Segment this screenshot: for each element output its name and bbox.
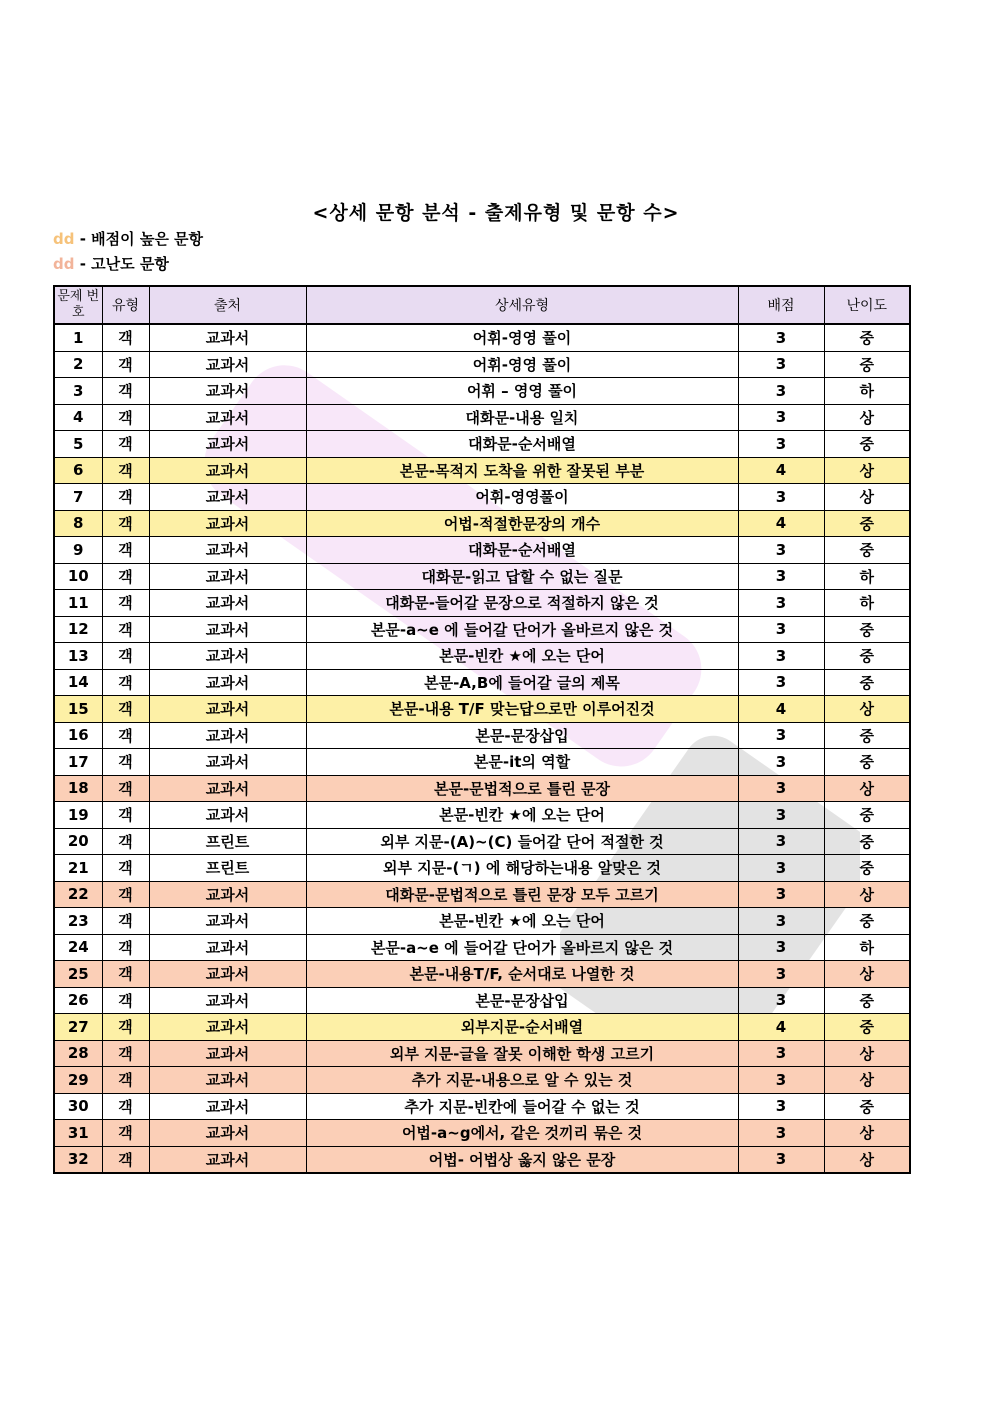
cell-source: 교과서 bbox=[149, 775, 306, 802]
table-row bbox=[54, 431, 910, 458]
cell-type: 객 bbox=[102, 537, 149, 564]
legend-swatch-hard: dd bbox=[53, 255, 75, 273]
table-row bbox=[54, 563, 910, 590]
cell-difficulty: 중 bbox=[824, 987, 910, 1014]
cell-source: 교과서 bbox=[149, 1067, 306, 1094]
table-row bbox=[54, 1146, 910, 1173]
page-title: <상세 문항 분석 - 출제유형 및 문항 수> bbox=[312, 202, 680, 224]
cell-source: 교과서 bbox=[149, 1093, 306, 1120]
cell-score: 4 bbox=[738, 510, 824, 537]
header-score: 배점 bbox=[738, 286, 824, 324]
cell-num: 13 bbox=[54, 643, 102, 670]
cell-score: 3 bbox=[738, 1040, 824, 1067]
cell-type: 객 bbox=[102, 934, 149, 961]
table-row bbox=[54, 749, 910, 776]
legend-high-difficulty bbox=[53, 253, 169, 274]
cell-difficulty: 하 bbox=[824, 934, 910, 961]
cell-source: 교과서 bbox=[149, 1014, 306, 1041]
table-row bbox=[54, 351, 910, 378]
cell-type: 객 bbox=[102, 351, 149, 378]
cell-type: 객 bbox=[102, 590, 149, 617]
cell-type: 객 bbox=[102, 696, 149, 723]
cell-type: 객 bbox=[102, 378, 149, 405]
cell-difficulty: 중 bbox=[824, 1093, 910, 1120]
cell-detail: 본문-내용 T/F 맞는답으로만 이루어진것 bbox=[306, 696, 738, 723]
cell-type: 객 bbox=[102, 1040, 149, 1067]
cell-score: 3 bbox=[738, 1120, 824, 1147]
cell-detail: 외부 지문-(A)~(C) 들어갈 단어 적절한 것 bbox=[306, 828, 738, 855]
cell-source: 교과서 bbox=[149, 510, 306, 537]
cell-detail: 어휘-영영 풀이 bbox=[306, 351, 738, 378]
cell-detail: 어휘 – 영영 풀이 bbox=[306, 378, 738, 405]
cell-score: 3 bbox=[738, 722, 824, 749]
cell-num: 25 bbox=[54, 961, 102, 988]
cell-difficulty: 상 bbox=[824, 1120, 910, 1147]
cell-score: 3 bbox=[738, 749, 824, 776]
table-row bbox=[54, 722, 910, 749]
cell-source: 교과서 bbox=[149, 1146, 306, 1173]
cell-num: 31 bbox=[54, 1120, 102, 1147]
cell-detail: 본문-목적지 도착을 위한 잘못된 부분 bbox=[306, 457, 738, 484]
cell-score: 3 bbox=[738, 351, 824, 378]
cell-type: 객 bbox=[102, 510, 149, 537]
cell-score: 3 bbox=[738, 324, 824, 351]
cell-score: 3 bbox=[738, 563, 824, 590]
cell-difficulty: 상 bbox=[824, 775, 910, 802]
cell-num: 1 bbox=[54, 324, 102, 351]
cell-source: 교과서 bbox=[149, 1040, 306, 1067]
cell-detail: 외부지문-순서배열 bbox=[306, 1014, 738, 1041]
cell-detail: 본문-a~e 에 들어갈 단어가 올바르지 않은 것 bbox=[306, 616, 738, 643]
cell-score: 3 bbox=[738, 934, 824, 961]
cell-source: 교과서 bbox=[149, 563, 306, 590]
cell-detail: 본문-A,B에 들어갈 글의 제목 bbox=[306, 669, 738, 696]
table-row bbox=[54, 1040, 910, 1067]
cell-source: 교과서 bbox=[149, 643, 306, 670]
cell-source: 교과서 bbox=[149, 324, 306, 351]
cell-difficulty: 하 bbox=[824, 590, 910, 617]
cell-type: 객 bbox=[102, 616, 149, 643]
cell-source: 교과서 bbox=[149, 802, 306, 829]
cell-score: 3 bbox=[738, 775, 824, 802]
legend-swatch-high: dd bbox=[53, 230, 75, 248]
header-source: 출처 bbox=[149, 286, 306, 324]
cell-difficulty: 중 bbox=[824, 855, 910, 882]
cell-num: 29 bbox=[54, 1067, 102, 1094]
cell-num: 6 bbox=[54, 457, 102, 484]
cell-difficulty: 상 bbox=[824, 961, 910, 988]
cell-type: 객 bbox=[102, 881, 149, 908]
cell-score: 3 bbox=[738, 855, 824, 882]
cell-score: 4 bbox=[738, 696, 824, 723]
cell-detail: 어법-a~g에서, 같은 것끼리 묶은 것 bbox=[306, 1120, 738, 1147]
cell-score: 3 bbox=[738, 1093, 824, 1120]
cell-num: 20 bbox=[54, 828, 102, 855]
legend-label-hard: - 고난도 문항 bbox=[79, 255, 169, 273]
cell-num: 3 bbox=[54, 378, 102, 405]
table-row bbox=[54, 908, 910, 935]
cell-source: 교과서 bbox=[149, 590, 306, 617]
cell-type: 객 bbox=[102, 908, 149, 935]
cell-num: 14 bbox=[54, 669, 102, 696]
cell-source: 교과서 bbox=[149, 696, 306, 723]
table-row bbox=[54, 669, 910, 696]
cell-num: 12 bbox=[54, 616, 102, 643]
cell-difficulty: 중 bbox=[824, 908, 910, 935]
table-row bbox=[54, 1093, 910, 1120]
table-row bbox=[54, 828, 910, 855]
table-row bbox=[54, 934, 910, 961]
cell-difficulty: 상 bbox=[824, 1040, 910, 1067]
cell-type: 객 bbox=[102, 324, 149, 351]
cell-detail: 본문-문장삽입 bbox=[306, 987, 738, 1014]
cell-score: 3 bbox=[738, 881, 824, 908]
cell-score: 3 bbox=[738, 908, 824, 935]
cell-num: 5 bbox=[54, 431, 102, 458]
cell-num: 7 bbox=[54, 484, 102, 511]
cell-detail: 추가 지문-빈칸에 들어갈 수 없는 것 bbox=[306, 1093, 738, 1120]
cell-detail: 어휘-영영풀이 bbox=[306, 484, 738, 511]
cell-difficulty: 중 bbox=[824, 722, 910, 749]
cell-source: 교과서 bbox=[149, 934, 306, 961]
cell-detail: 대화문-내용 일치 bbox=[306, 404, 738, 431]
cell-source: 교과서 bbox=[149, 722, 306, 749]
cell-detail: 어휘-영영 풀이 bbox=[306, 324, 738, 351]
cell-type: 객 bbox=[102, 1120, 149, 1147]
table-row bbox=[54, 590, 910, 617]
cell-difficulty: 상 bbox=[824, 484, 910, 511]
table-row bbox=[54, 961, 910, 988]
cell-num: 10 bbox=[54, 563, 102, 590]
cell-num: 2 bbox=[54, 351, 102, 378]
cell-score: 3 bbox=[738, 537, 824, 564]
cell-difficulty: 상 bbox=[824, 881, 910, 908]
cell-score: 3 bbox=[738, 404, 824, 431]
cell-difficulty: 중 bbox=[824, 616, 910, 643]
cell-difficulty: 하 bbox=[824, 563, 910, 590]
cell-num: 26 bbox=[54, 987, 102, 1014]
cell-num: 22 bbox=[54, 881, 102, 908]
cell-num: 8 bbox=[54, 510, 102, 537]
cell-source: 교과서 bbox=[149, 457, 306, 484]
cell-source: 교과서 bbox=[149, 484, 306, 511]
cell-difficulty: 중 bbox=[824, 643, 910, 670]
cell-detail: 본문-빈칸 ★에 오는 단어 bbox=[306, 643, 738, 670]
cell-score: 3 bbox=[738, 643, 824, 670]
cell-detail: 본문-문법적으로 틀린 문장 bbox=[306, 775, 738, 802]
table-row bbox=[54, 643, 910, 670]
cell-detail: 본문-a~e 에 들어갈 단어가 올바르지 않은 것 bbox=[306, 934, 738, 961]
cell-source: 교과서 bbox=[149, 1120, 306, 1147]
table-row bbox=[54, 881, 910, 908]
cell-num: 15 bbox=[54, 696, 102, 723]
header-detail: 상세유형 bbox=[306, 286, 738, 324]
cell-difficulty: 중 bbox=[824, 510, 910, 537]
cell-difficulty: 중 bbox=[824, 324, 910, 351]
cell-source: 교과서 bbox=[149, 616, 306, 643]
cell-difficulty: 상 bbox=[824, 696, 910, 723]
cell-type: 객 bbox=[102, 484, 149, 511]
legend-high-score bbox=[53, 228, 203, 249]
cell-difficulty: 중 bbox=[824, 828, 910, 855]
cell-type: 객 bbox=[102, 802, 149, 829]
cell-num: 23 bbox=[54, 908, 102, 935]
cell-source: 교과서 bbox=[149, 881, 306, 908]
cell-type: 객 bbox=[102, 643, 149, 670]
cell-type: 객 bbox=[102, 457, 149, 484]
cell-score: 3 bbox=[738, 802, 824, 829]
cell-num: 9 bbox=[54, 537, 102, 564]
cell-num: 17 bbox=[54, 749, 102, 776]
cell-type: 객 bbox=[102, 669, 149, 696]
table-row bbox=[54, 324, 910, 351]
cell-detail: 외부 지문-(ㄱ) 에 해당하는내용 알맞은 것 bbox=[306, 855, 738, 882]
cell-difficulty: 상 bbox=[824, 1146, 910, 1173]
cell-difficulty: 중 bbox=[824, 1014, 910, 1041]
cell-difficulty: 상 bbox=[824, 457, 910, 484]
cell-source: 교과서 bbox=[149, 431, 306, 458]
table-row bbox=[54, 457, 910, 484]
cell-type: 객 bbox=[102, 431, 149, 458]
cell-detail: 어법- 어법상 옳지 않은 문장 bbox=[306, 1146, 738, 1173]
cell-score: 4 bbox=[738, 1014, 824, 1041]
cell-type: 객 bbox=[102, 775, 149, 802]
cell-type: 객 bbox=[102, 1067, 149, 1094]
cell-difficulty: 중 bbox=[824, 537, 910, 564]
table-row bbox=[54, 510, 910, 537]
cell-detail: 본문-빈칸 ★에 오는 단어 bbox=[306, 802, 738, 829]
table-row bbox=[54, 484, 910, 511]
legend-label-high: - 배점이 높은 문항 bbox=[79, 230, 204, 248]
table-row bbox=[54, 378, 910, 405]
cell-source: 교과서 bbox=[149, 669, 306, 696]
cell-type: 객 bbox=[102, 987, 149, 1014]
cell-num: 21 bbox=[54, 855, 102, 882]
cell-type: 객 bbox=[102, 563, 149, 590]
cell-detail: 본문-내용T/F, 순서대로 나열한 것 bbox=[306, 961, 738, 988]
cell-num: 27 bbox=[54, 1014, 102, 1041]
cell-num: 18 bbox=[54, 775, 102, 802]
table-body bbox=[54, 324, 910, 1173]
cell-score: 3 bbox=[738, 828, 824, 855]
cell-type: 객 bbox=[102, 749, 149, 776]
cell-difficulty: 하 bbox=[824, 378, 910, 405]
table-row bbox=[54, 1067, 910, 1094]
table-header-row bbox=[54, 286, 910, 324]
cell-score: 3 bbox=[738, 616, 824, 643]
cell-difficulty: 중 bbox=[824, 351, 910, 378]
cell-source: 프린트 bbox=[149, 828, 306, 855]
cell-score: 3 bbox=[738, 1067, 824, 1094]
cell-num: 30 bbox=[54, 1093, 102, 1120]
table-row bbox=[54, 775, 910, 802]
cell-detail: 추가 지문-내용으로 알 수 있는 것 bbox=[306, 1067, 738, 1094]
table-row bbox=[54, 855, 910, 882]
cell-type: 객 bbox=[102, 1093, 149, 1120]
cell-source: 교과서 bbox=[149, 404, 306, 431]
table-row bbox=[54, 987, 910, 1014]
cell-source: 교과서 bbox=[149, 908, 306, 935]
cell-type: 객 bbox=[102, 828, 149, 855]
cell-score: 3 bbox=[738, 987, 824, 1014]
cell-source: 프린트 bbox=[149, 855, 306, 882]
cell-source: 교과서 bbox=[149, 537, 306, 564]
cell-type: 객 bbox=[102, 961, 149, 988]
cell-source: 교과서 bbox=[149, 749, 306, 776]
cell-difficulty: 중 bbox=[824, 802, 910, 829]
cell-source: 교과서 bbox=[149, 378, 306, 405]
cell-num: 24 bbox=[54, 934, 102, 961]
cell-detail: 본문-문장삽입 bbox=[306, 722, 738, 749]
cell-type: 객 bbox=[102, 1146, 149, 1173]
header-num: 문제 번호 bbox=[54, 286, 102, 324]
cell-source: 교과서 bbox=[149, 987, 306, 1014]
cell-source: 교과서 bbox=[149, 961, 306, 988]
cell-num: 16 bbox=[54, 722, 102, 749]
cell-score: 4 bbox=[738, 457, 824, 484]
cell-detail: 대화문-들어갈 문장으로 적절하지 않은 것 bbox=[306, 590, 738, 617]
table-row bbox=[54, 1014, 910, 1041]
cell-detail: 본문-빈칸 ★에 오는 단어 bbox=[306, 908, 738, 935]
cell-score: 3 bbox=[738, 669, 824, 696]
cell-detail: 대화문-읽고 답할 수 없는 질문 bbox=[306, 563, 738, 590]
cell-detail: 대화문-순서배열 bbox=[306, 537, 738, 564]
cell-difficulty: 중 bbox=[824, 749, 910, 776]
cell-source: 교과서 bbox=[149, 351, 306, 378]
cell-type: 객 bbox=[102, 855, 149, 882]
cell-num: 28 bbox=[54, 1040, 102, 1067]
cell-num: 11 bbox=[54, 590, 102, 617]
cell-score: 3 bbox=[738, 484, 824, 511]
cell-type: 객 bbox=[102, 1014, 149, 1041]
cell-num: 32 bbox=[54, 1146, 102, 1173]
table-row bbox=[54, 696, 910, 723]
cell-score: 3 bbox=[738, 590, 824, 617]
cell-num: 19 bbox=[54, 802, 102, 829]
cell-difficulty: 중 bbox=[824, 431, 910, 458]
cell-score: 3 bbox=[738, 1146, 824, 1173]
cell-score: 3 bbox=[738, 431, 824, 458]
analysis-table bbox=[53, 285, 911, 1174]
cell-difficulty: 상 bbox=[824, 1067, 910, 1094]
cell-score: 3 bbox=[738, 961, 824, 988]
table-row bbox=[54, 404, 910, 431]
cell-detail: 대화문-순서배열 bbox=[306, 431, 738, 458]
cell-num: 4 bbox=[54, 404, 102, 431]
table-row bbox=[54, 537, 910, 564]
cell-type: 객 bbox=[102, 404, 149, 431]
cell-score: 3 bbox=[738, 378, 824, 405]
cell-detail: 대화문-문법적으로 틀린 문장 모두 고르기 bbox=[306, 881, 738, 908]
cell-detail: 본문-it의 역할 bbox=[306, 749, 738, 776]
table-row bbox=[54, 802, 910, 829]
table-row bbox=[54, 1120, 910, 1147]
cell-type: 객 bbox=[102, 722, 149, 749]
cell-difficulty: 상 bbox=[824, 404, 910, 431]
table-row bbox=[54, 616, 910, 643]
cell-detail: 외부 지문-글을 잘못 이해한 학생 고르기 bbox=[306, 1040, 738, 1067]
header-type: 유형 bbox=[102, 286, 149, 324]
header-difficulty: 난이도 bbox=[824, 286, 910, 324]
cell-difficulty: 중 bbox=[824, 669, 910, 696]
cell-detail: 어법-적절한문장의 개수 bbox=[306, 510, 738, 537]
